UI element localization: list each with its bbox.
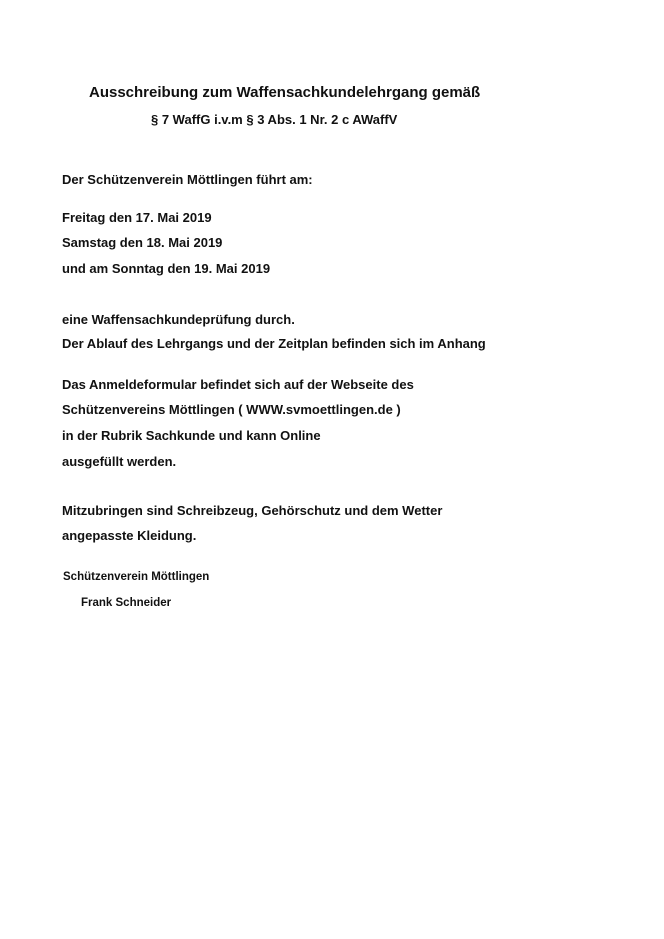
registration-line: in der Rubrik Sachkunde und kann Online [62,428,321,443]
registration-line: Das Anmeldeformular befindet sich auf der Webseite des [62,377,414,392]
intro-text: Der Schützenverein Möttlingen führt am: [62,172,313,187]
exam-line: eine Waffensachkundeprüfung durch. [62,312,295,327]
bring-line: Mitzubringen sind Schreibzeug, Gehörschutz und dem Wetter [62,503,443,518]
registration-line: ausgefüllt werden. [62,454,177,469]
signature-club: Schützenverein Möttlingen [63,571,210,583]
registration-line: Schützenvereins Möttlingen ( WWW.svmoettlingen.de ) [62,402,401,417]
signature-name: Frank Schneider [81,597,172,609]
exam-line: Der Ablauf des Lehrgangs und der Zeitplan befinden sich im Anhang [62,336,486,351]
date-line: Freitag den 17. Mai 2019 [62,210,212,225]
date-line: und am Sonntag den 19. Mai 2019 [62,261,271,276]
date-line: Samstag den 18. Mai 2019 [62,235,223,250]
document-title: Ausschreibung zum Waffensachkundelehrgang gemäß [89,84,481,101]
document-subtitle: § 7 WaffG i.v.m § 3 Abs. 1 Nr. 2 c AWaffV [151,112,398,127]
bring-line: angepasste Kleidung. [62,528,197,543]
